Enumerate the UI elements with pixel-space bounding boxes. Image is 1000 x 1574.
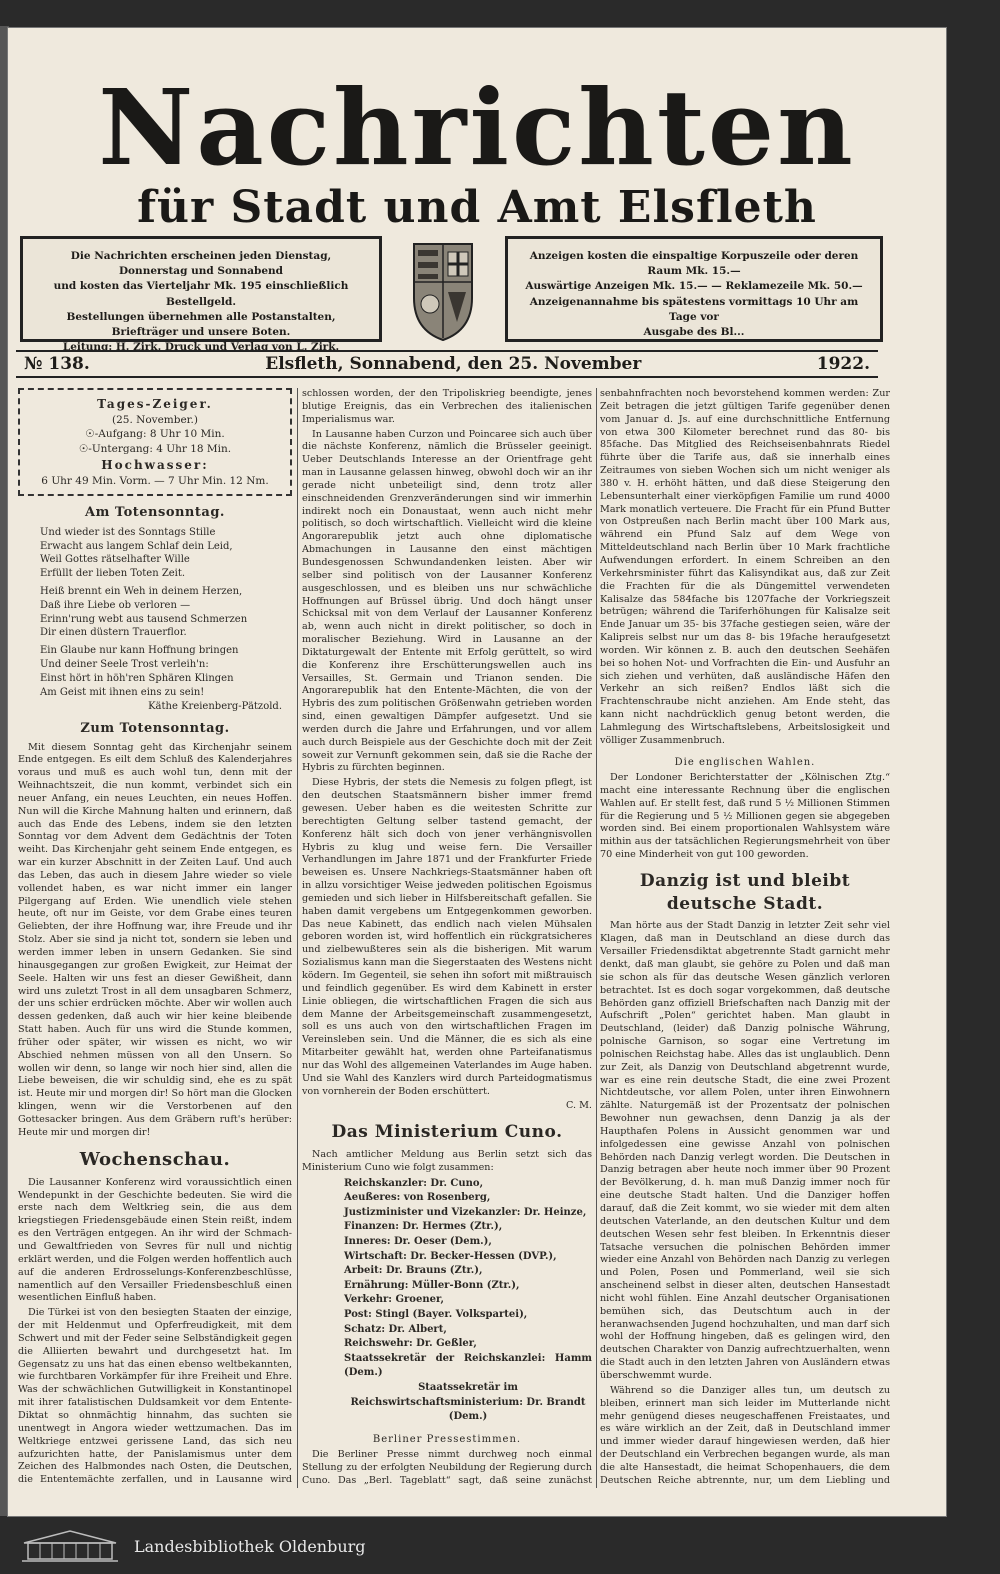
poem-line: Ein Glaube nur kann Hoffnung bringen xyxy=(40,645,239,657)
cabinet-member: Verkehr: Groener, xyxy=(344,1294,444,1306)
continued-text: schlossen worden, der den Tripoliskrieg beendigte, jenes blutige Ereignis, das ein Verbrechen des italienischen Imperialismus war. xyxy=(302,388,592,425)
newspaper-page xyxy=(8,28,946,1516)
poem-line: Daß ihre Liebe ob verloren — xyxy=(40,599,191,611)
poem-line: Einst hört in höh'ren Sphären Klingen xyxy=(40,672,234,684)
tide-times: 6 Uhr 49 Min. Vorm. — 7 Uhr Min. 12 Nm. xyxy=(41,474,269,487)
advertising-info-box xyxy=(505,236,883,342)
sunrise-time: ☉-Aufgang: 8 Uhr 10 Min. xyxy=(85,428,225,441)
danzig-paragraph: Während so die Danziger alles tun, um deutsch zu bleiben, erinnert man sich leider im Mutterlande nicht mehr genügend dieses neugeschaffenen Freistaates, und es wäre wirklich an der Zeit, daß in Deutschland immer und immer wieder darauf hingewiesen werden, daß hier der Deutschland ein Verbrechen begangen wurde, als man die alte Hansestadt, die heimat Schopenhauers, die dem Deutschen Reiche abtrennte, nur, um dem Liebling und xyxy=(600,1384,890,1486)
issue-number: № 138. xyxy=(24,354,90,374)
issue-place-date: Elsfleth, Sonnabend, den 25. November xyxy=(265,354,642,374)
cabinet-member: Staatssekretär im Reichswirtschaftsministerium: Dr. Brandt (Dem.) xyxy=(350,1382,586,1423)
info-line: Anzeigen kosten die einspaltige Korpuszeile oder deren Raum Mk. 15.— xyxy=(529,250,859,278)
cabinet-member: Reichswehr: Dr. Geßler, xyxy=(344,1338,477,1350)
poem-line: Erinn'rung webt aus tausend Schmerzen xyxy=(40,613,248,625)
poem-line: Erwacht aus langem Schlaf dein Leid, xyxy=(40,540,233,552)
cabinet-member: Ernährung: Müller-Bonn (Ztr.), xyxy=(344,1279,520,1291)
poem-line: Und wieder ist des Sonntags Stille xyxy=(40,526,216,538)
column-divider xyxy=(596,388,597,1488)
cabinet-member: Finanzen: Dr. Hermes (Ztr.), xyxy=(344,1221,503,1233)
poem-title: Am Totensonntag. xyxy=(85,505,225,521)
poem-author: Käthe Kreienberg-Pätzold. xyxy=(148,701,282,713)
subscription-info-box xyxy=(20,236,382,354)
column-2 xyxy=(302,388,592,1488)
poem xyxy=(18,526,292,714)
danzig-title: Danzig ist und bleibt deutsche Stadt. xyxy=(639,870,851,914)
cabinet-member: Schatz: Dr. Albert, xyxy=(344,1323,447,1335)
article-title: Zum Totensonntag. xyxy=(80,721,230,737)
cabinet-member: Arbeit: Dr. Brauns (Ztr.), xyxy=(344,1265,483,1277)
wochenschau-paragraph: Die Lausanner Konferenz wird voraussichtlich einen Wendepunkt in der Geschichte bedeuten. Sie wird die erste nach dem Weltkrieg sein, die aus dem kriegstiegen Friedensgebäude einen Stein reißt, indem es den Verträgen entgegen. An ihr wird der Schmach- und Gewaltfrieden von Sevres für null und nichtig erklärt werden, und die Folgen werden hoffentlich auch auf die anderen Erdrosselungs-Konferenzbeschlüsse, namentlich auf den Versailler Friedensbeschluß einen wesentlichen Einfluß haben. xyxy=(18,1176,292,1304)
cabinet-member: Inneres: Dr. Oeser (Dem.), xyxy=(344,1236,492,1248)
column-divider xyxy=(297,388,298,1488)
article-signature: C. M. xyxy=(566,1100,592,1112)
article-paragraph: Diese Hybris, der stets die Nemesis zu folgen pflegt, ist den deutschen Staatsmännern bisher immer fremd gewesen. Ueber haben es die weitesten Schritte zur berechtigten Geltung selber tastend gemacht, der Konferenz hält sich doch von jener verhängnisvollen Hybris zu klug und weise fern. Die Versailler Verhandlungen im Jahre 1871 und der Frankfurter Friede beweisen es. Unsere Nachkriegs-Staatsmänner haben oft in allzu vorsichtiger Weise jedweden politischen Egoismus gemieden und sich lieber in Hilfsbereitschaft gefallen. Sie haben damit vergebens um Entgegenkommen geworben. Das neue Kabinett, das endlich nach vielen Mühsalen geboren worden ist, wird hoffentlich ein rückgratsicheres und zielbewußteres sein als die bisherigen. Mit warum Sozialismus kann man die Siegerstaaten des Westens nicht ködern. Im Gegenteil, sie sehen ihn sofort mit mißtrauisch und feindlich gegenüber. Es wird dem Kabinett in erster Linie obliegen, die wirtschaftlichen Fragen die sich aus dem Manne der Arbeitsgemeinschaft zusammengesetzt, soll es uns auch von den wirtschaftlichen Fragen im Vereinsleben sein. Und die Männer, die es sich als eine Mitarbeiter gewählt hat, werden ohne Parteifanatismus nur das Wohl des allgemeinen Vaterlandes im Auge haben. Und sie Wahl des Kanzlers wird durch Parteidogmatismus von vornherein der Boden erschüttert. xyxy=(302,777,592,1097)
poem-line: Und deiner Seele Trost verleih'n: xyxy=(40,658,209,670)
wahlen-text: Der Londoner Berichterstatter der „Kölnischen Ztg.“ macht eine interessante Rechnung über die englischen Wahlen auf. Er stellt fest, daß rund 5 ½ Millionen Stimmen für die Regierung und 5 ½ Millionen gegen sie abgegeben worden sind. Bei einem proportionalen Wahlsystem wäre mithin aus der tatsächlichen Regierungsmehrheit von über 70 eine Minderheit von gut 100 geworden. xyxy=(600,772,890,861)
presse-paragraph: Die Berliner Presse nimmt durchweg noch einmal Stellung zu der erfolgten Neubildung der Regierung durch Cuno. Das „Berl. Tageblatt“ sagt, daß seine zunächst xyxy=(302,1449,592,1486)
info-line: und kosten das Vierteljahr Mk. 195 einschließlich Bestellgeld. xyxy=(53,280,349,308)
column-1 xyxy=(18,388,292,1488)
info-line: Bestellungen übernehmen alle Postanstalten, Briefträger und unsere Boten. xyxy=(66,310,336,339)
continued-text: senbahnfrachten noch bevorstehend kommen werden: Zur Zeit betragen die jetzt gültigen Tarife gegenüber denen vom Januar d. Js. auf eine durchschnittliche Entfernung von etwa 300 Kilometer berechnet rund das 80- bis 85fache. Das Mitglied des Reichseisenbahnrats Riedel führte über die Tarife aus, daß sie innerhalb eines Zeitraumes von sieben Wochen sich um nicht weniger als 380 v. H. erhöht hätten, und daß diese Steigerung den Lebensunterhalt einer vierköpfigen Familie um rund 4000 Mark monatlich verteuere. Die Fracht für ein Pfund Butter von Ostpreußen nach Berlin macht über 100 Mark aus, während ein Pfund Salz auf dem Wege von Mitteldeutschland nach Berlin über 10 Mark frachtliche Aufwendungen erfordert. In einem Schreiben an den Verkehrsminister führt das Kalisyndikat aus, daß zur Zeit die Frachten für die als Düngemittel verwendeten Kalisalze das 584fache bis 1207fache der Vorkriegszeit betrügen; während die Tariferhöhungen für Kalisalze seit Ende Januar um 35- bis 37fache gestiegen seien, wäre der Kalipreis selbst nur um das 8- bis 19fache heraufgesetzt worden. Wir können z. B. auch den deutschen Seehäfen bei so hohen Not- und Vorfrachten die Ein- und Ausfuhr an sich ziehen und verhüten, daß ausländische Häfen den Verkehr an sich reißen? Endlos läßt sich die Frachtenschraube nicht anziehen. Am Ende steht, das kann nicht nachdrücklich genug betont werden, die Lahmlegung des Wirtschaftslebens, Arbeitslosigkeit und völliger Zusammenbruch. xyxy=(600,388,890,746)
wahlen-title: Die englischen Wahlen. xyxy=(674,756,816,768)
wochenschau-paragraph: Die Türkei ist von den besiegten Staaten der einzige, der mit Heldenmut und Opferfreudigkeit, mit dem Schwert und mit der Feder seine Selbständigkeit gegen die Alliierten bewahrt und durchgesetzt hat. Im Gegensatz zu uns hat das einen ebenso weltbekannten, wie furchtbaren Vorkämpfer für ihre Freiheit und Ehre. Was der schwächlichen Gutwilligkeit in Konstantinopel mit ihrer fatalistischen Duldsamkeit vor dem Entente-Diktat so ohnmächtig hinnahm, das suchten sie unentwegt in Angora wieder wettzumachen. Das im Weltkriege entzwei gerissene Land, das sich neu aufzurichten hatte, der Panislamismus unter dem Zeichen des Halbmondes nach Osten, die Deutschen, die Ententemächte zerfallen, und in Lausanne wird xyxy=(18,1307,292,1486)
tide-label: Hochwasser: xyxy=(101,457,209,472)
info-line: Auswärtige Anzeigen Mk. 15.— — Reklamezeile Mk. 50.— xyxy=(525,280,863,293)
info-line: Die Nachrichten erscheinen jeden Dienstag, Donnerstag und Sonnabend xyxy=(70,250,332,278)
cabinet-list xyxy=(302,1177,592,1425)
library-building-icon xyxy=(20,1529,120,1563)
cabinet-member: Staatssekretär der Reichskanzlei: Hamm (Dem.) xyxy=(344,1352,592,1379)
info-line: Ausgabe des Bl... xyxy=(643,326,745,339)
article-text: Mit diesem Sonntag geht das Kirchenjahr seinem Ende entgegen. Es eilt dem Schluß des Kalenderjahres voraus und muß es auch wohl tun, denn mit der Weihnachtszeit, die nun kommt, verbindet sich ein neuer Anfang, ein neues Leuchten, ein neues Hoffen. Nun will die Kirche Mahnung halten und erinnern, daß auch das Ende des Lebens, indem sie den letzten Sonntag vor dem Advent dem Gedächtnis der Toten weiht. Das Kirchenjahr geht seinem Ende entgegen, es war ein kurzer Abschnitt in der Zeiten Lauf. Und auch das Leben, das auch in diesem Jahre wieder so viele vollendet haben, es war nicht immer ein langer Pilgergang auf Erden. Wie unendlich viele stehen heute, oft nur im Geiste, vor dem Grabe eines teuren Geliebten, der ihre Hoffnung war, ihre Freude und ihr Stolz. Aber sie sind ja nicht tot, sondern sie leben und werden immer leben in unsern Gedanken. Sie sind hinausgegangen zur großen Ewigkeit, zur Heimat der Seele. Halten wir uns fest an dieser Gewißheit, dann wird uns zuletzt Trost in all dem unsagbaren Schmerz, der uns schier erdrücken möchte. Aber wir wollen auch dessen gedenken, daß auch wir hier keine bleibende Statt haben. Auch für uns wird die Stunde kommen, früher oder später, wir wissen es nicht, wo wir Abschied nehmen müssen von all den Unsern. So wollen wir denn, so lange wir noch hier sind, allen die Liebe beweisen, die wir schuldig sind, ehe es zu spät ist. Heute mir und morgen dir! So hört man die Glocken klingen, wenn wir die Verstorbenen auf den Gottesacker bringen. Aus dem Gräbern ruft's herüber: Heute mir und morgen dir! xyxy=(18,741,292,1138)
ministerium-title: Das Ministerium Cuno. xyxy=(331,1122,563,1143)
cabinet-member: Post: Stingl (Bayer. Volkspartei), xyxy=(344,1309,528,1321)
tageszeiger-title: Tages-Zeiger. xyxy=(97,397,213,411)
danzig-paragraph: Man hörte aus der Stadt Danzig in letzter Zeit sehr viel Klagen, daß man in Deutschland an diese durch das Versailler Friedensdiktat abgetrennte Stadt garnicht mehr denkt, daß man glaubt, sie gehöre zu Polen und daß man sie schon als für das deutsche Wesen gänzlich verloren betrachtet. Ist es doch sogar vorgekommen, daß deutsche Behörden ganz offiziell Briefschaften nach Danzig mit der Aufschrift „Polen“ gerichtet haben. Man glaubt in Deutschland, (leider) daß Danzig polnische Währung, polnische Garnison, so sogar eine Vertretung im polnischen Reichstag habe. Alles das ist unglaublich. Denn zur Zeit, als Danzig von Deutschland abgetrennt wurde, war es eine rein deutsche Stadt, die eine zwei Prozent Nichtdeutsche, vor allem Polen, unter ihren Einwohnern zählte. Naturgemäß ist der Prozentsatz der polnischen Bewohner nun gewachsen, denn Danzig ja als der Haupthafen Polens in Aussicht genommen war und infolgedessen eine gewisse Anzahl von polnischen Behörden nach Danzig verlegt worden. Die Deutschen in Danzig betragen aber heute noch immer über 90 Prozent der Bevölkerung, d. h. man muß Danzig immer noch für eine deutsche Stadt halten. Und die Danziger hoffen darauf, daß die Zeit kommt, wo sie wieder mit dem alten deutschen Vaterlande, an den deutschen Kultur und dem deutschen Wesen sehr fest bleiben. In Erkenntnis dieser Tatsache versuchen die polnischen Behörden immer wieder eine Anzahl von Behörden nach Danzig zu verlegen und Polen, Posen und Pommerland, weil sie sich anscheinend selbst in dieser alten, deutschen Hansestadt nicht wohl fühlen. Eine Anzahl deutscher Organisationen bemühen sich, das Deutschtum auch in der heranwachsenden Jugend hochzuhalten, und man darf sich wohl der Hoffnung hingeben, daß es gelingen wird, den deutschen Charakter von Danzig aufrechtzuerhalten, wenn die Stadt auch in den letzten Jahren von Ausländern etwas überschwemmt wurde. xyxy=(600,920,890,1381)
presse-title: Berliner Pressestimmen. xyxy=(372,1433,522,1445)
poem-line: Erfüllt der lieben Toten Zeit. xyxy=(40,568,186,580)
library-footer xyxy=(0,1518,1000,1574)
masthead xyxy=(8,66,946,233)
wochenschau-title: Wochenschau. xyxy=(79,1148,231,1170)
cabinet-member: Reichskanzler: Dr. Cuno, xyxy=(344,1177,484,1189)
info-line: Anzeigenannahme bis spätestens vormittags 10 Uhr am Tage vor xyxy=(529,295,859,323)
info-line: Leitung: H. Zirk. Druck und Verlag von L. Zirk. xyxy=(62,341,340,354)
issue-year: 1922. xyxy=(816,354,870,374)
coat-of-arms-icon xyxy=(408,238,478,344)
cabinet-member: Wirtschaft: Dr. Becker-Hessen (DVP.), xyxy=(344,1250,557,1262)
poem-line: Heiß brennt ein Weh in deinem Herzen, xyxy=(40,585,243,597)
tageszeiger-box xyxy=(18,388,292,496)
poem-line: Weil Gottes rätselhafter Wille xyxy=(40,554,190,566)
ministerium-intro: Nach amtlicher Meldung aus Berlin setzt sich das Ministerium Cuno wie folgt zusammen: xyxy=(302,1149,592,1173)
column-3 xyxy=(600,388,890,1488)
cabinet-member: Justizminister und Vizekanzler: Dr. Heinze, xyxy=(344,1206,587,1218)
poem-line: Am Geist mit ihnen eins zu sein! xyxy=(40,686,205,698)
cabinet-member: Aeußeres: von Rosenberg, xyxy=(344,1192,491,1204)
library-name: Landesbibliothek Oldenburg xyxy=(134,1536,366,1556)
article-paragraph: In Lausanne haben Curzon und Poincaree sich auch über die nächste Konferenz, nämlich die Brüsseler geeinigt. Ueber Deutschlands Interesse an der Orientfrage geht man in Lausanne gelassen hinweg, obwohl doch wir an ihr gerade nicht unbeteiligt sind, denn trotz aller einschneidenden Grenzveränderungen sind wir immerhin indirekt noch ein Donaustaat, wenn auch nicht mehr politisch, so doch wirtschaftlich. Vielleicht wird die kleine Angorarepublik jetzt auch ohne diplomatische Abmachungen in Lausanne den einst mächtigen Bundesgenossen Schwundandenken leisten. Aber wir selber sind politisch von der Lausanner Konferenz ausgeschlossen, und es bleiben uns nur schwächliche Hoffnungen auf Brüssel übrig. Und doch hängt unser Schicksal mit von dem Verlauf der Lausanner Konferenz ab, wenn auch nicht in direkt politischer, so doch in moralischer Beziehung. Wird in Lausanne an der Diktaturgewalt der Entente mit Erfolg gerüttelt, so wird die Konferenz ihre Erschütterungswellen auch ins Versailles, St. Germain und Trianon senden. Die Angorarepublik hat den Entente-Mächten, die von der Hybris des zum politischen Größenwahn getrieben worden sind, einen gewaltigen Dämpfer aufgesetzt. Und sie werden durch die Jahre und Erfahrungen, und vor allem auch durch Beispiele aus der Geschichte doch mit der Zeit soweit zur Vernunft gekommen sein, daß sie die Rache der Hybris zu fürchten beginnen. xyxy=(302,428,592,774)
dateline-bar xyxy=(16,350,878,378)
masthead-title: Nachrichten xyxy=(98,66,856,189)
poem-line: Dir einen düstern Trauerflor. xyxy=(40,627,187,639)
sunset-time: ☉-Untergang: 4 Uhr 18 Min. xyxy=(78,443,232,456)
masthead-subtitle: für Stadt und Amt Elsfleth xyxy=(137,182,817,233)
tageszeiger-date: (25. November.) xyxy=(112,413,198,426)
